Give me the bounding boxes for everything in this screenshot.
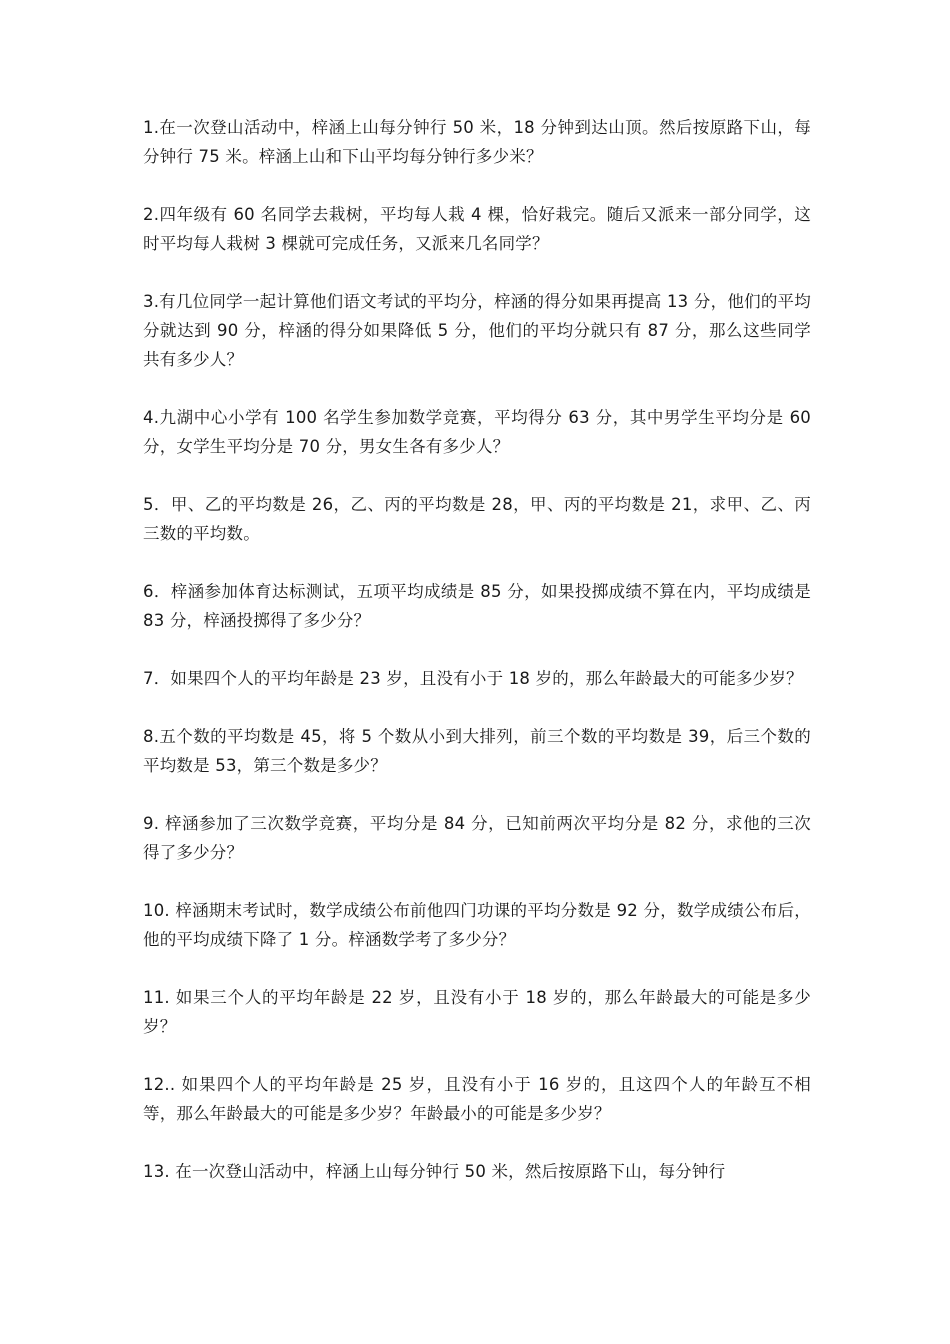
question-list (143, 113, 811, 1215)
question-11: 11. 如果三个人的平均年龄是 22 岁，且没有小于 18 岁的，那么年龄最大的可能是多少岁？ (143, 988, 811, 1036)
question-10: 10. 梓涵期末考试时，数学成绩公布前他四门功课的平均分数是 92 分，数学成绩公布后，他的平均成绩下降了 1 分。梓涵数学考了多少分？ (143, 901, 811, 949)
question-2: 2.四年级有 60 名同学去栽树，平均每人栽 4 棵，恰好栽完。随后又派来一部分同学，这时平均每人栽树 3 棵就可完成任务，又派来几名同学？ (143, 205, 811, 253)
question-1: 1.在一次登山活动中，梓涵上山每分钟行 50 米，18 分钟到达山顶。然后按原路下山，每分钟行 75 米。梓涵上山和下山平均每分钟行多少米？ (143, 118, 811, 166)
question-13: 13. 在一次登山活动中，梓涵上山每分钟行 50 米，然后按原路下山，每分钟行 (143, 1162, 726, 1181)
question-7: 7．如果四个人的平均年龄是 23 岁，且没有小于 18 岁的，那么年龄最大的可能多少岁？ (143, 669, 803, 688)
question-12: 12.. 如果四个人的平均年龄是 25 岁，且没有小于 16 岁的，且这四个人的年龄互不相等，那么年龄最大的可能是多少岁？年龄最小的可能是多少岁？ (143, 1075, 811, 1123)
question-4: 4.九湖中心小学有 100 名学生参加数学竞赛，平均得分 63 分，其中男学生平均分是 60 分，女学生平均分是 70 分，男女生各有多少人？ (143, 408, 811, 456)
question-6: 6．梓涵参加体育达标测试，五项平均成绩是 85 分，如果投掷成绩不算在内，平均成绩是 83 分，梓涵投掷得了多少分？ (143, 582, 811, 630)
question-8: 8.五个数的平均数是 45，将 5 个数从小到大排列，前三个数的平均数是 39，后三个数的平均数是 53，第三个数是多少？ (143, 727, 811, 775)
question-3: 3.有几位同学一起计算他们语文考试的平均分，梓涵的得分如果再提高 13 分，他们的平均分就达到 90 分，梓涵的得分如果降低 5 分，他们的平均分就只有 87 分，那么这些同学共有多少人？ (143, 292, 811, 369)
question-9: 9. 梓涵参加了三次数学竞赛，平均分是 84 分，已知前两次平均分是 82 分，求他的三次得了多少分？ (143, 814, 811, 862)
question-5: 5．甲、乙的平均数是 26，乙、丙的平均数是 28，甲、丙的平均数是 21，求甲、乙、丙三数的平均数。 (143, 495, 811, 543)
